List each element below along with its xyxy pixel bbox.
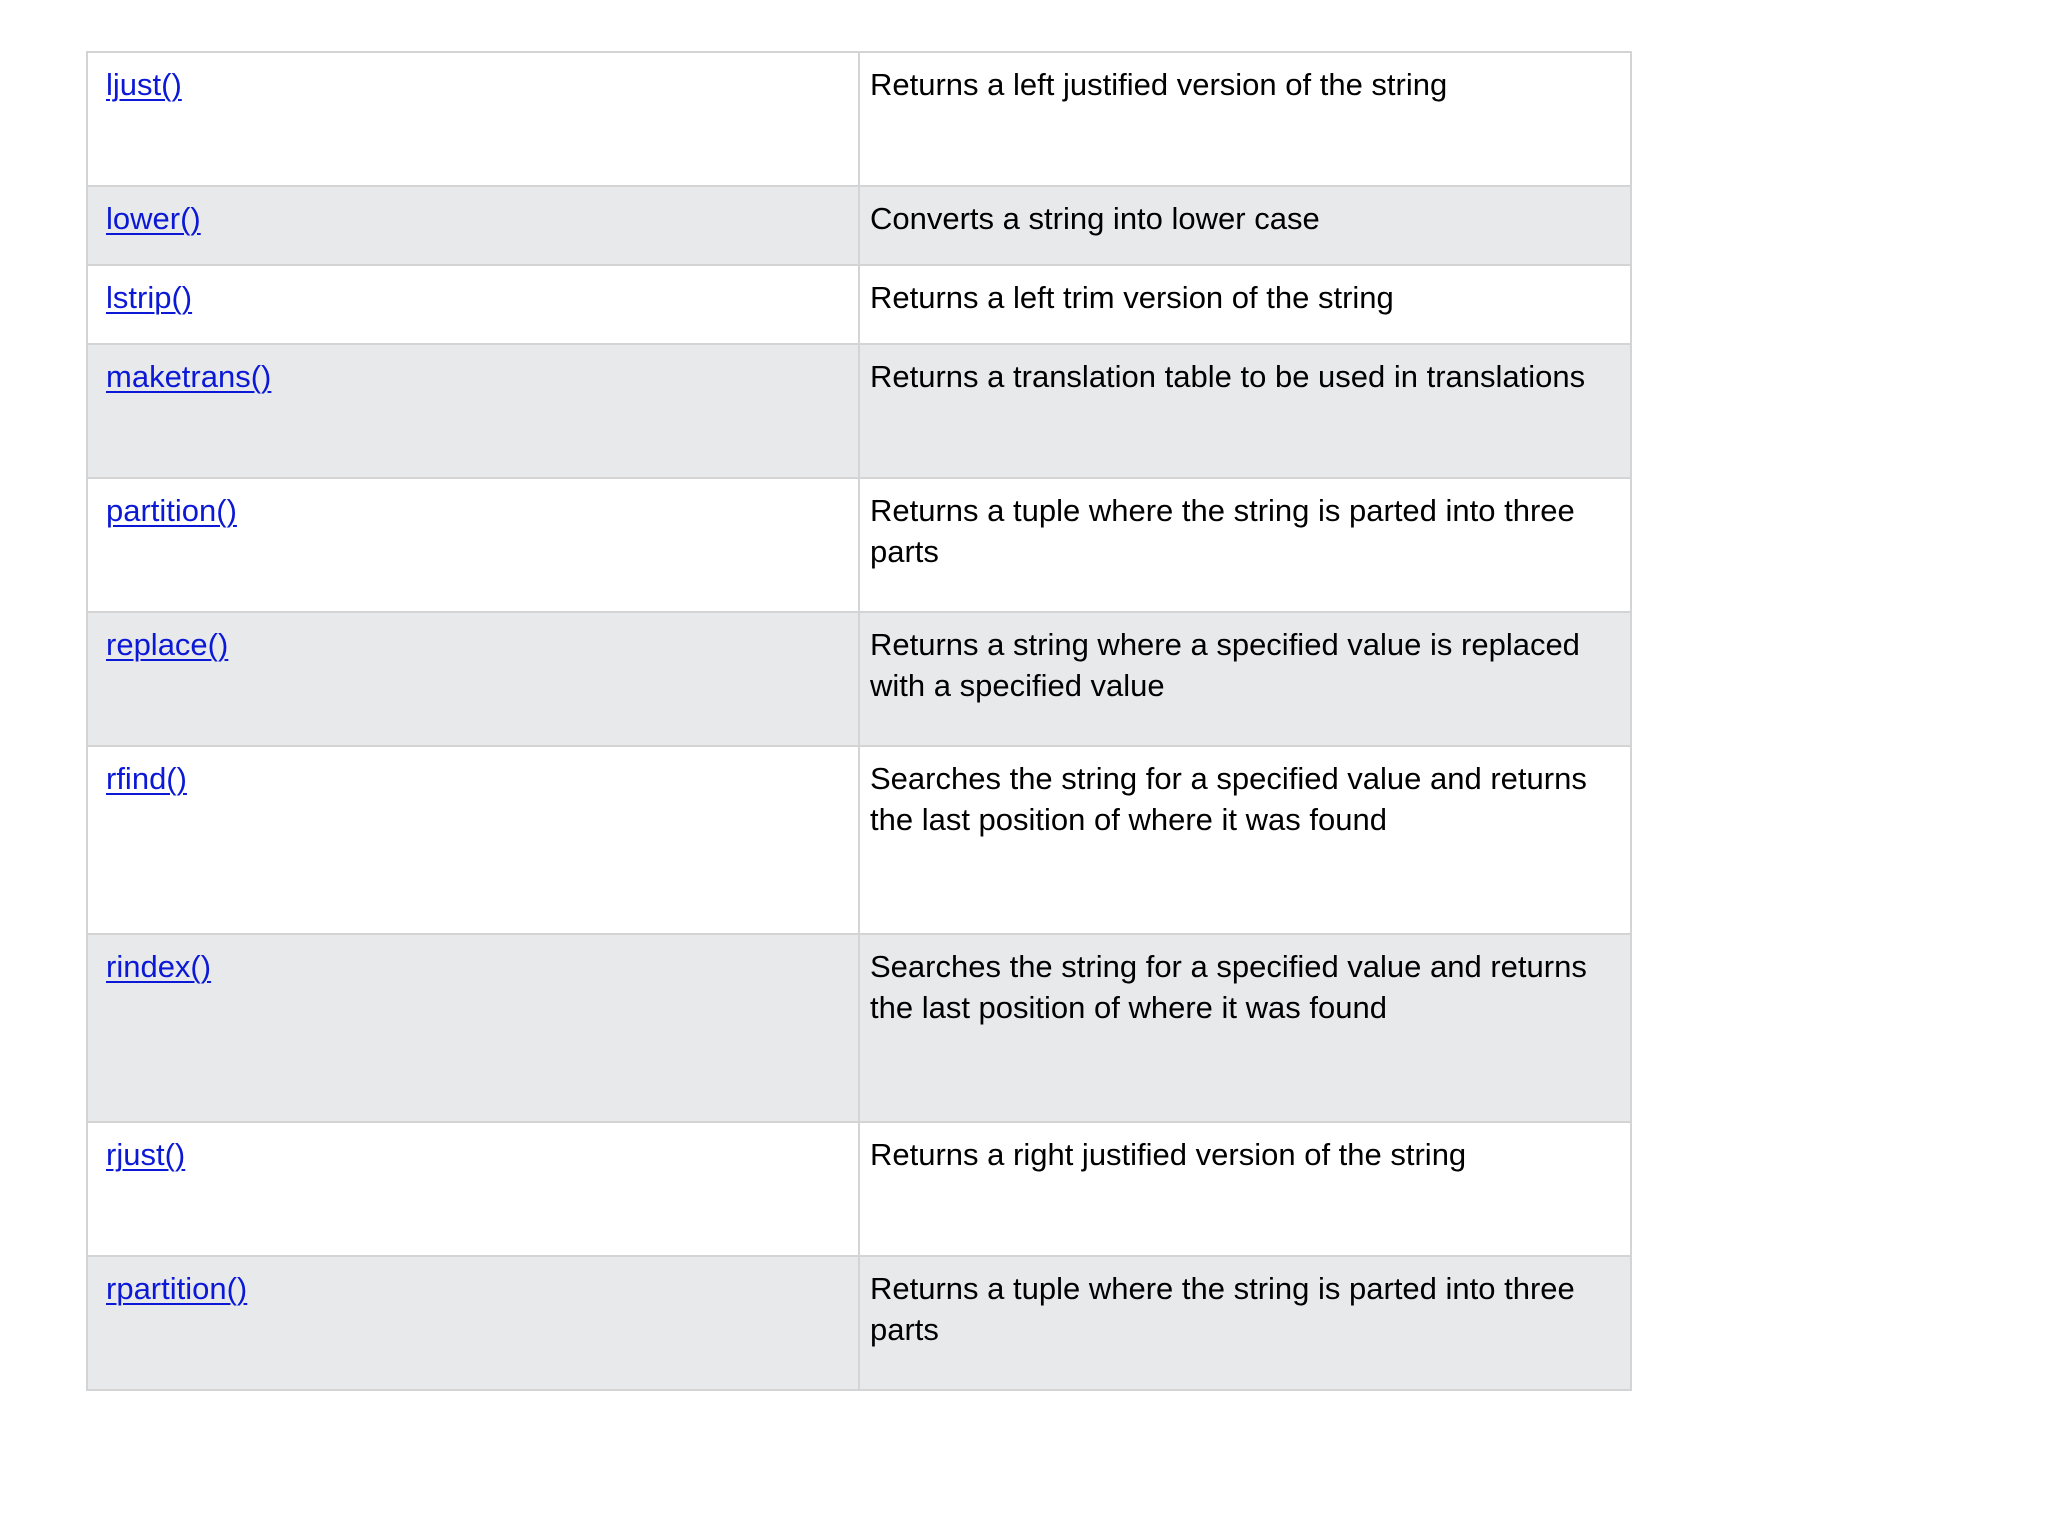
table-row (87, 746, 1631, 934)
method-cell (87, 265, 859, 344)
table-row (87, 265, 1631, 344)
method-link-replace[interactable]: replace() (106, 627, 229, 662)
description-cell: Returns a string where a specified value is replaced with a specified value (859, 612, 1631, 746)
description-cell: Returns a tuple where the string is parted into three parts (859, 1256, 1631, 1390)
method-link-lower[interactable]: lower() (106, 201, 201, 236)
table-row (87, 344, 1631, 478)
method-cell (87, 1122, 859, 1256)
table-row (87, 478, 1631, 612)
method-cell (87, 186, 859, 265)
method-link-ljust[interactable]: ljust() (106, 67, 182, 102)
description-cell: Searches the string for a specified value and returns the last position of where it was found (859, 746, 1631, 934)
method-cell (87, 344, 859, 478)
method-cell (87, 746, 859, 934)
method-link-rjust[interactable]: rjust() (106, 1137, 186, 1172)
method-link-lstrip[interactable]: lstrip() (106, 280, 193, 315)
method-cell (87, 1256, 859, 1390)
string-methods-table (86, 51, 1632, 1391)
description-cell: Returns a translation table to be used in translations (859, 344, 1631, 478)
table-row (87, 52, 1631, 186)
method-link-rfind[interactable]: rfind() (106, 761, 187, 796)
method-link-partition[interactable]: partition() (106, 493, 237, 528)
method-cell (87, 478, 859, 612)
description-cell: Returns a left justified version of the string (859, 52, 1631, 186)
method-link-maketrans[interactable]: maketrans() (106, 359, 272, 394)
method-link-rpartition[interactable]: rpartition() (106, 1271, 248, 1306)
table-row (87, 612, 1631, 746)
table-row (87, 186, 1631, 265)
method-link-rindex[interactable]: rindex() (106, 949, 212, 984)
table-row (87, 934, 1631, 1122)
description-cell: Returns a tuple where the string is parted into three parts (859, 478, 1631, 612)
method-cell (87, 934, 859, 1122)
method-cell (87, 612, 859, 746)
description-cell: Returns a right justified version of the string (859, 1122, 1631, 1256)
description-cell: Searches the string for a specified value and returns the last position of where it was found (859, 934, 1631, 1122)
table-row (87, 1122, 1631, 1256)
description-cell: Returns a left trim version of the string (859, 265, 1631, 344)
table-row (87, 1256, 1631, 1390)
description-cell: Converts a string into lower case (859, 186, 1631, 265)
method-cell (87, 52, 859, 186)
